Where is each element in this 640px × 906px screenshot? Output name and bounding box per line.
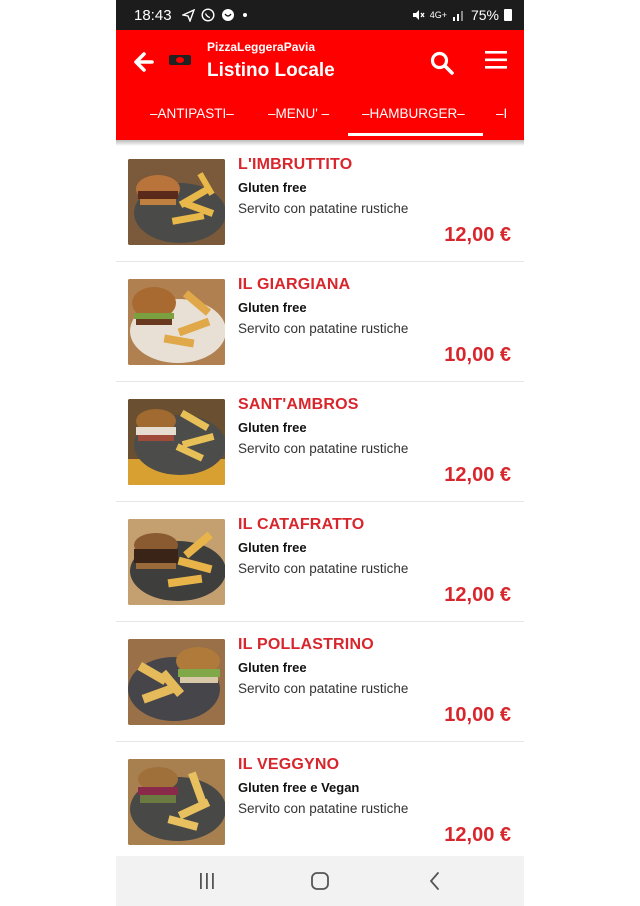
product-image — [128, 759, 225, 845]
tab-menu[interactable]: –MENU' – — [268, 106, 330, 121]
send-icon — [182, 9, 195, 22]
product-name: IL VEGGYNO — [238, 756, 340, 773]
product-name: IL POLLASTRINO — [238, 636, 374, 653]
signal-icon — [452, 9, 466, 21]
list-item[interactable] — [116, 382, 524, 502]
home-icon[interactable] — [307, 868, 333, 894]
hamburger-menu-icon[interactable] — [484, 49, 508, 71]
product-description: Servito con patatine rustiche — [238, 321, 409, 336]
product-price: 12,00 € — [444, 224, 511, 246]
list-item[interactable] — [116, 262, 524, 382]
product-tag: Gluten free — [238, 540, 307, 555]
brand-name: PizzaLeggeraPavia — [207, 40, 316, 54]
page-title: Listino Locale — [207, 60, 335, 81]
tab-hamburger[interactable]: –HAMBURGER– — [362, 102, 465, 140]
arrow-left-icon[interactable] — [130, 48, 158, 76]
list-item[interactable] — [116, 142, 524, 262]
product-image — [128, 519, 225, 605]
tab-antipasti[interactable]: –ANTIPASTI– — [150, 106, 234, 121]
product-price: 10,00 € — [444, 704, 511, 726]
product-name: L'IMBRUTTITO — [238, 156, 353, 173]
product-tag: Gluten free — [238, 420, 307, 435]
product-price: 12,00 € — [444, 584, 511, 606]
product-tag: Gluten free — [238, 180, 307, 195]
product-tag: Gluten free e Vegan — [238, 780, 360, 795]
product-name: SANT'AMBROS — [238, 396, 359, 413]
list-item[interactable] — [116, 622, 524, 742]
product-name: IL CATAFRATTO — [238, 516, 365, 533]
network-type: 4G+ — [429, 9, 447, 20]
app-header — [116, 30, 524, 140]
phone-screen — [116, 0, 524, 906]
status-bar — [116, 0, 524, 30]
back-icon[interactable] — [422, 868, 448, 894]
product-image — [128, 639, 225, 725]
product-price: 10,00 € — [444, 344, 511, 366]
category-tabs — [116, 102, 524, 140]
product-name: IL GIARGIANA — [238, 276, 351, 293]
product-image — [128, 159, 225, 245]
product-description: Servito con patatine rustiche — [238, 681, 409, 696]
product-description: Servito con patatine rustiche — [238, 561, 409, 576]
product-description: Servito con patatine rustiche — [238, 441, 409, 456]
product-description: Servito con patatine rustiche — [238, 801, 409, 816]
whatsapp-icon — [201, 8, 215, 22]
tab-next[interactable]: –I — [496, 106, 508, 121]
product-image — [128, 279, 225, 365]
logo — [168, 48, 192, 72]
mute-icon — [411, 8, 425, 22]
product-tag: Gluten free — [238, 660, 307, 675]
product-price: 12,00 € — [444, 464, 511, 486]
search-icon[interactable] — [429, 50, 455, 76]
product-list — [116, 142, 524, 862]
system-nav-bar — [116, 856, 524, 906]
list-item[interactable] — [116, 502, 524, 622]
notification-dot — [243, 13, 247, 17]
product-tag: Gluten free — [238, 300, 307, 315]
status-time: 18:43 — [134, 6, 172, 24]
product-description: Servito con patatine rustiche — [238, 201, 409, 216]
battery-icon — [504, 9, 512, 21]
product-price: 12,00 € — [444, 824, 511, 846]
list-item[interactable] — [116, 742, 524, 862]
chat-icon — [221, 8, 235, 22]
recent-apps-icon[interactable] — [194, 868, 220, 894]
product-image — [128, 399, 225, 485]
battery-percent: 75% — [470, 7, 499, 23]
